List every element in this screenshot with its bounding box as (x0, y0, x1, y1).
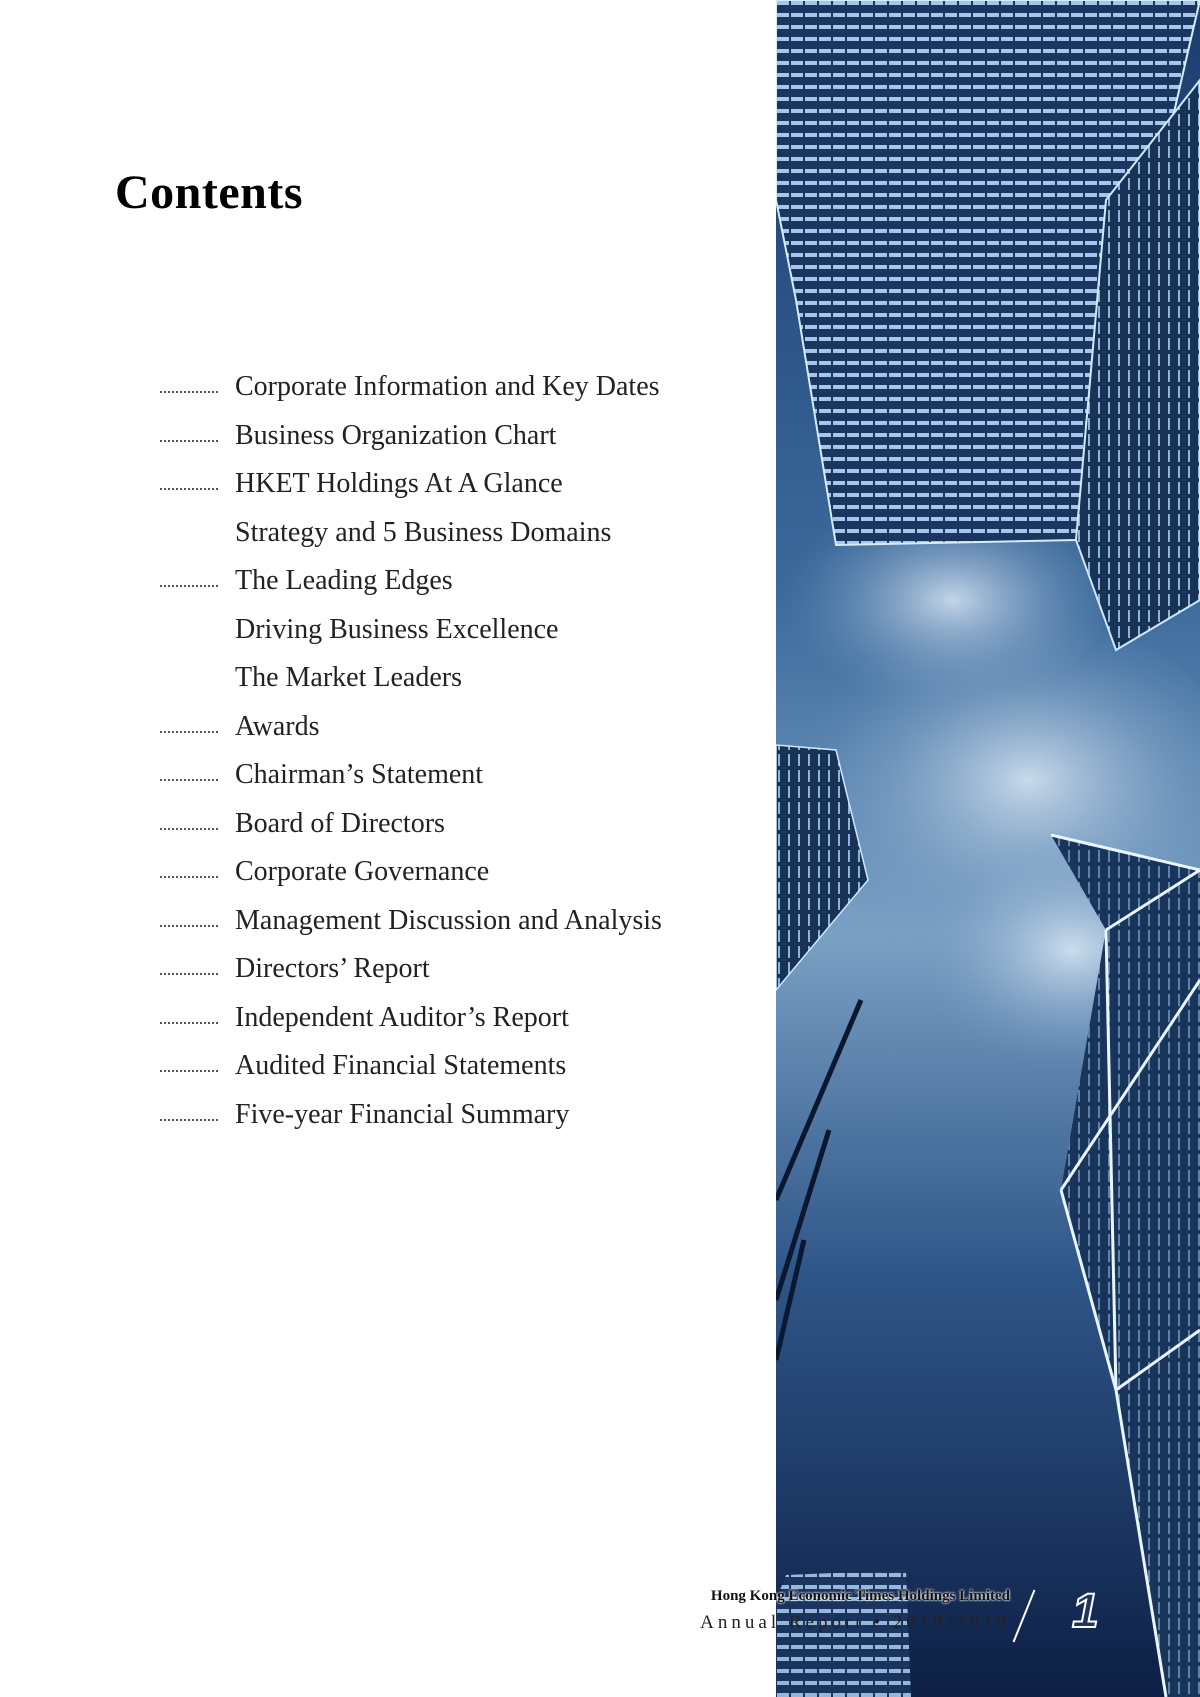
toc-entry[interactable] (0, 414, 760, 463)
toc-entry-label: Directors’ Report (235, 953, 430, 984)
page-title: Contents (115, 166, 304, 219)
toc-entry[interactable] (0, 996, 760, 1045)
toc-entry[interactable] (0, 559, 760, 608)
toc-leader-dots (160, 585, 218, 587)
toc-entry-label: Management Discussion and Analysis (235, 904, 662, 936)
toc-leader-dots (160, 1022, 218, 1024)
toc-leader-dots (160, 828, 218, 830)
toc-entry[interactable] (0, 1044, 760, 1093)
toc-entry[interactable] (0, 705, 760, 754)
toc-entry[interactable] (0, 947, 760, 996)
toc-entry-label: Corporate Governance (235, 856, 490, 887)
toc-entry[interactable] (0, 850, 760, 899)
toc-leader-dots (160, 876, 218, 878)
toc-entry-label: Board of Directors (235, 807, 445, 839)
toc-entry-label: The Leading Edges (235, 565, 453, 596)
toc-entry[interactable] (0, 462, 760, 511)
footer-company-name: Hong Kong Economic Times Holdings Limited (710, 1588, 1010, 1604)
toc-leader-dots (160, 973, 218, 975)
toc-leader-dots (160, 731, 218, 733)
toc-leader-dots (160, 488, 218, 490)
toc-entry-label: Strategy and 5 Business Domains (235, 516, 612, 548)
skyscraper-photo-graphic (776, 0, 1200, 1697)
toc-entry-label: Corporate Information and Key Dates (235, 371, 660, 402)
toc-leader-dots (160, 925, 218, 927)
toc-entry-label: Business Organization Chart (235, 419, 557, 451)
toc-entry-label: Chairman’s Statement (235, 759, 484, 790)
toc-entry-label: The Market Leaders (235, 662, 462, 693)
toc-entry-label: Driving Business Excellence (235, 613, 559, 645)
toc-leader-dots (160, 1119, 218, 1121)
toc-entry[interactable] (0, 608, 760, 657)
toc-entry[interactable] (0, 1093, 760, 1142)
toc-entry-label: Five-year Financial Summary (235, 1098, 570, 1130)
toc-entry[interactable] (0, 365, 760, 414)
footer-report-title: Annual Report • 2018/2019 (700, 1612, 1010, 1633)
toc-entry-label: HKET Holdings At A Glance (235, 468, 563, 499)
toc-entry-label: Audited Financial Statements (235, 1050, 567, 1081)
toc-leader-dots (160, 391, 218, 393)
toc-entry[interactable] (0, 753, 760, 802)
toc-leader-dots (160, 1070, 218, 1072)
footer-page-number: 1 (1072, 1585, 1099, 1638)
skyscraper-photo (776, 0, 1200, 1697)
toc-leader-dots (160, 440, 218, 442)
toc-entry[interactable] (0, 802, 760, 851)
toc-entry[interactable] (0, 656, 760, 705)
toc-entry-label: Awards (235, 710, 320, 742)
toc-entry[interactable] (0, 899, 760, 948)
toc-entry[interactable] (0, 511, 760, 560)
table-of-contents (0, 365, 760, 1141)
toc-leader-dots (160, 779, 218, 781)
toc-entry-label: Independent Auditor’s Report (235, 1001, 569, 1033)
